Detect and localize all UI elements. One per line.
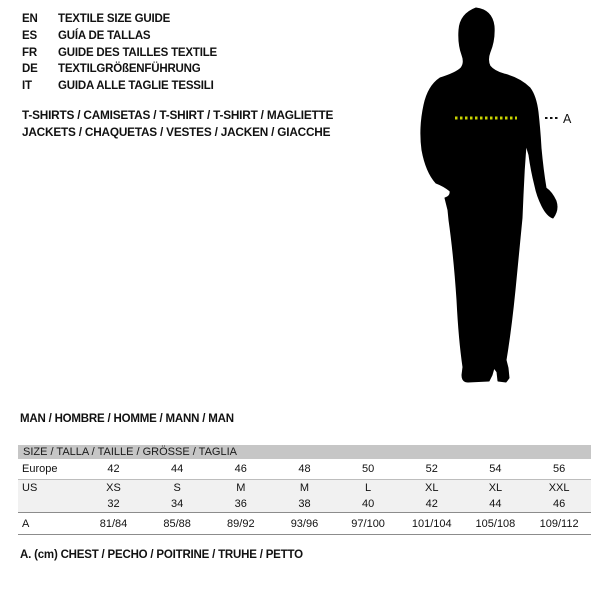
- table-row-numeric: [18, 496, 591, 513]
- size-cell: XL: [464, 480, 528, 497]
- table-row-us: [18, 480, 591, 497]
- table-row-europe: [18, 459, 591, 480]
- language-code: FR: [22, 46, 37, 59]
- language-code: DE: [22, 63, 38, 76]
- size-table: [18, 445, 591, 535]
- size-cell: 97/100: [336, 513, 400, 535]
- size-cell: 46: [234, 463, 247, 475]
- man-silhouette-graphic: [398, 0, 600, 400]
- size-cell: 38: [273, 496, 337, 513]
- measure-label-a: A: [563, 112, 572, 126]
- size-cell: 105/108: [464, 513, 528, 535]
- language-label: GUIDE DES TAILLES TEXTILE: [58, 46, 217, 59]
- size-cell: 34: [145, 496, 209, 513]
- category-line-jackets: JACKETS / CHAQUETAS / VESTES / JACKEN / GIACCHE: [22, 125, 331, 139]
- language-label: GUÍA DE TALLAS: [58, 29, 151, 42]
- language-row-es: [22, 28, 217, 45]
- size-cell: L: [336, 480, 400, 497]
- size-cell: 56: [553, 463, 566, 475]
- row-label: A: [18, 513, 82, 535]
- size-cell: 89/92: [209, 513, 273, 535]
- man-silhouette-shape: [421, 8, 557, 382]
- language-row-de: [22, 61, 217, 78]
- size-cell: 36: [209, 496, 273, 513]
- size-table-header-row: [18, 445, 591, 459]
- size-cell: XXL: [527, 480, 591, 497]
- language-row-it: [22, 78, 217, 95]
- language-row-fr: [22, 45, 217, 62]
- footnote-chest-measure: A. (cm) CHEST / PECHO / POITRINE / TRUHE / PETTO: [20, 549, 303, 561]
- section-title-man: MAN / HOMBRE / HOMME / MANN / MAN: [20, 413, 234, 425]
- size-cell: XS: [82, 480, 146, 497]
- row-label: US: [18, 480, 82, 497]
- man-figure: [398, 0, 600, 400]
- size-cell: 44: [464, 496, 528, 513]
- language-code: IT: [22, 80, 32, 93]
- size-cell: 48: [298, 463, 311, 475]
- row-label: Europe: [22, 463, 58, 475]
- size-cell: 42: [107, 463, 120, 475]
- size-cell: 40: [336, 496, 400, 513]
- language-code: ES: [22, 29, 37, 42]
- size-cell: 85/88: [145, 513, 209, 535]
- size-cell: 109/112: [527, 513, 591, 535]
- language-label: TEXTILGRÖßENFÜHRUNG: [58, 63, 201, 76]
- size-cell: M: [209, 480, 273, 497]
- language-label: GUIDA ALLE TAGLIE TESSILI: [58, 80, 214, 93]
- row-label: [18, 496, 82, 513]
- size-cell: 81/84: [82, 513, 146, 535]
- category-line-tshirts: T-SHIRTS / CAMISETAS / T-SHIRT / T-SHIRT / MAGLIETTE: [22, 108, 334, 122]
- size-cell: 32: [82, 496, 146, 513]
- size-cell: 44: [171, 463, 184, 475]
- size-cell: 42: [400, 496, 464, 513]
- size-cell: 46: [527, 496, 591, 513]
- size-cell: M: [273, 480, 337, 497]
- size-cell: 93/96: [273, 513, 337, 535]
- language-code: EN: [22, 13, 38, 25]
- table-row-chest-a: [18, 513, 591, 535]
- language-label: TEXTILE SIZE GUIDE: [58, 13, 171, 25]
- size-cell: 52: [425, 463, 438, 475]
- size-cell: S: [145, 480, 209, 497]
- category-lines: [22, 107, 333, 141]
- size-cell: 50: [361, 463, 375, 475]
- size-cell: XL: [400, 480, 464, 497]
- size-table-header-label: SIZE / TALLA / TAILLE / GRÖSSE / TAGLIA: [18, 445, 591, 459]
- size-cell: 101/104: [400, 513, 464, 535]
- language-list: [22, 11, 217, 95]
- size-cell: 54: [489, 463, 502, 475]
- language-row-en: [22, 11, 217, 28]
